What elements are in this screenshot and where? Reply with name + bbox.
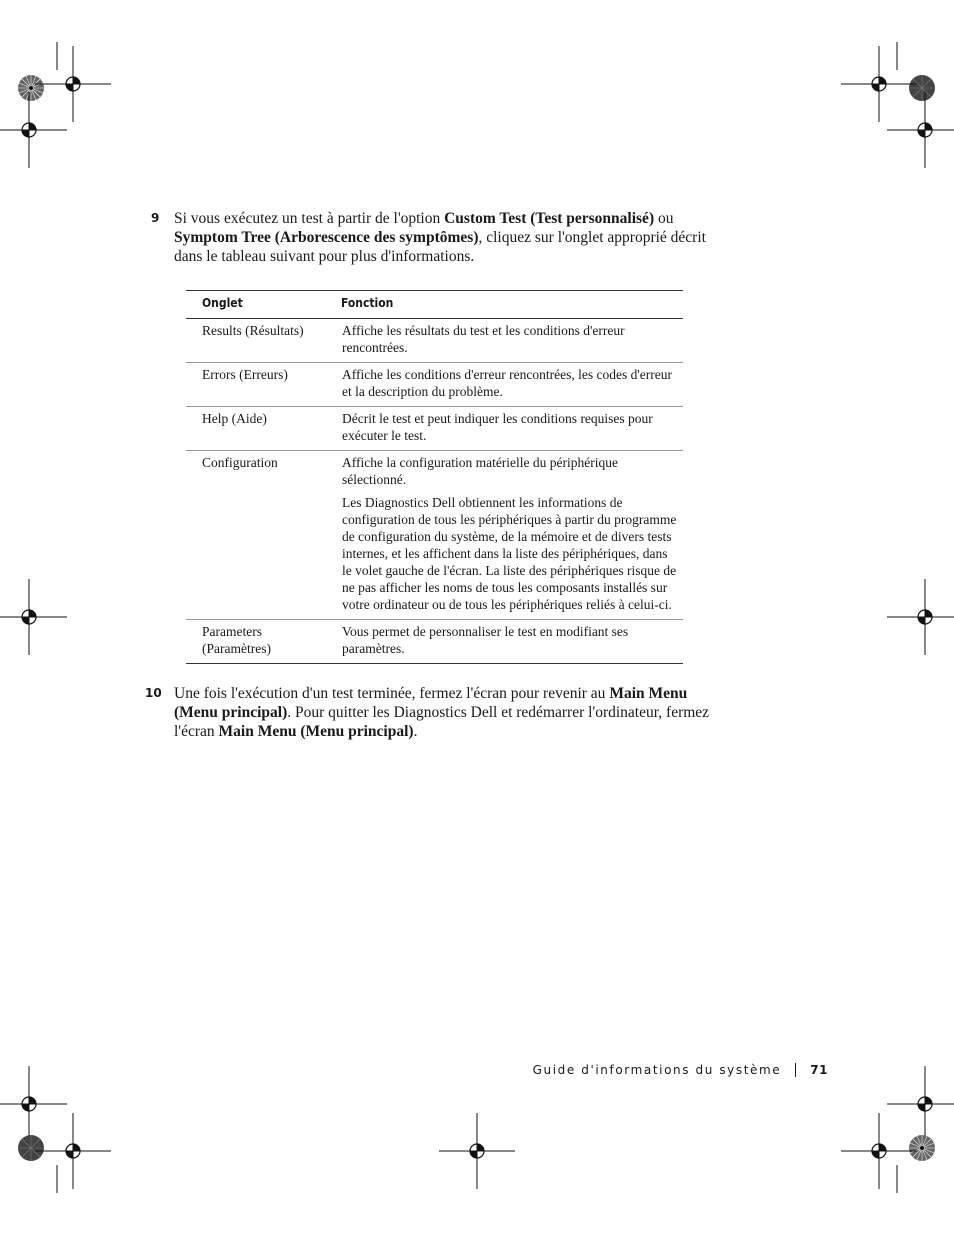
footer-separator <box>795 1063 796 1077</box>
footer-title: Guide d'informations du système <box>532 1063 782 1077</box>
text-run: ou <box>654 210 674 227</box>
tab-description <box>341 451 683 620</box>
table-row <box>186 363 683 407</box>
table-header-row <box>186 291 683 319</box>
option-name: Custom Test (Test personnalisé) <box>444 210 655 227</box>
step-number: 9 <box>151 211 160 225</box>
page-footer <box>533 1063 828 1077</box>
step-text <box>174 209 714 266</box>
step-number: 10 <box>145 686 162 700</box>
description-paragraph: Affiche les résultats du test et les conditions d'erreur rencontrées. <box>342 323 625 355</box>
description-paragraph: Vous permet de personnaliser le test en modifiant ses paramètres. <box>342 624 629 656</box>
text-run: Une fois l'exécution d'un test terminée, fermez l'écran pour revenir au <box>174 685 610 702</box>
description-paragraph: Décrit le test et peut indiquer les conditions requises pour exécuter le test. <box>342 411 653 443</box>
tab-description <box>341 407 683 451</box>
table-row <box>186 451 683 620</box>
tab-name: Help (Aide) <box>186 407 341 451</box>
page-number: 71 <box>810 1063 828 1077</box>
table-row <box>186 407 683 451</box>
tab-name: Results (Résultats) <box>186 319 341 363</box>
tab-name: Errors (Erreurs) <box>186 363 341 407</box>
text-run: . <box>413 723 418 740</box>
tab-name: Parameters (Paramètres) <box>186 620 341 664</box>
tab-description <box>341 363 683 407</box>
description-paragraph: Affiche la configuration matérielle du périphérique sélectionné. <box>342 455 619 487</box>
option-name: Symptom Tree (Arborescence des symptômes) <box>174 229 479 246</box>
tab-description <box>341 319 683 363</box>
text-run: Si vous exécutez un test à partir de l'option <box>174 210 445 227</box>
menu-name: Main Menu (Menu principal) <box>218 723 414 740</box>
tab-description <box>341 620 683 664</box>
description-paragraph: Les Diagnostics Dell obtiennent les informations de configuration de tous les périphériques à partir du programme de configuration du système, de la mémoire et de divers tests internes, et les affichent dans la liste des périphériques, dans le volet gauche de l'écran. La liste des périphériques risque de ne pas afficher les noms de tous les composants installés sur votre ordinateur ou de tous les périphériques reliés à celui-ci. <box>342 495 677 612</box>
description-paragraph: Affiche les conditions d'erreur rencontrées, les codes d'erreur et la description du problème. <box>342 367 672 399</box>
table-row <box>186 620 683 664</box>
table-row <box>186 319 683 363</box>
text-run: , cliquez sur l'onglet approprié décrit dans le tableau suivant pour plus d'informations. <box>174 229 706 265</box>
column-header: Fonction <box>341 291 683 319</box>
tab-name: Configuration <box>186 451 341 620</box>
tabs-table <box>186 290 683 664</box>
menu-name: Main Menu (Menu principal) <box>174 685 688 721</box>
text-run: . Pour quitter les Diagnostics Dell et redémarrer l'ordinateur, fermez l'écran <box>174 704 710 740</box>
column-header: Onglet <box>186 291 341 319</box>
step-text <box>174 684 730 741</box>
